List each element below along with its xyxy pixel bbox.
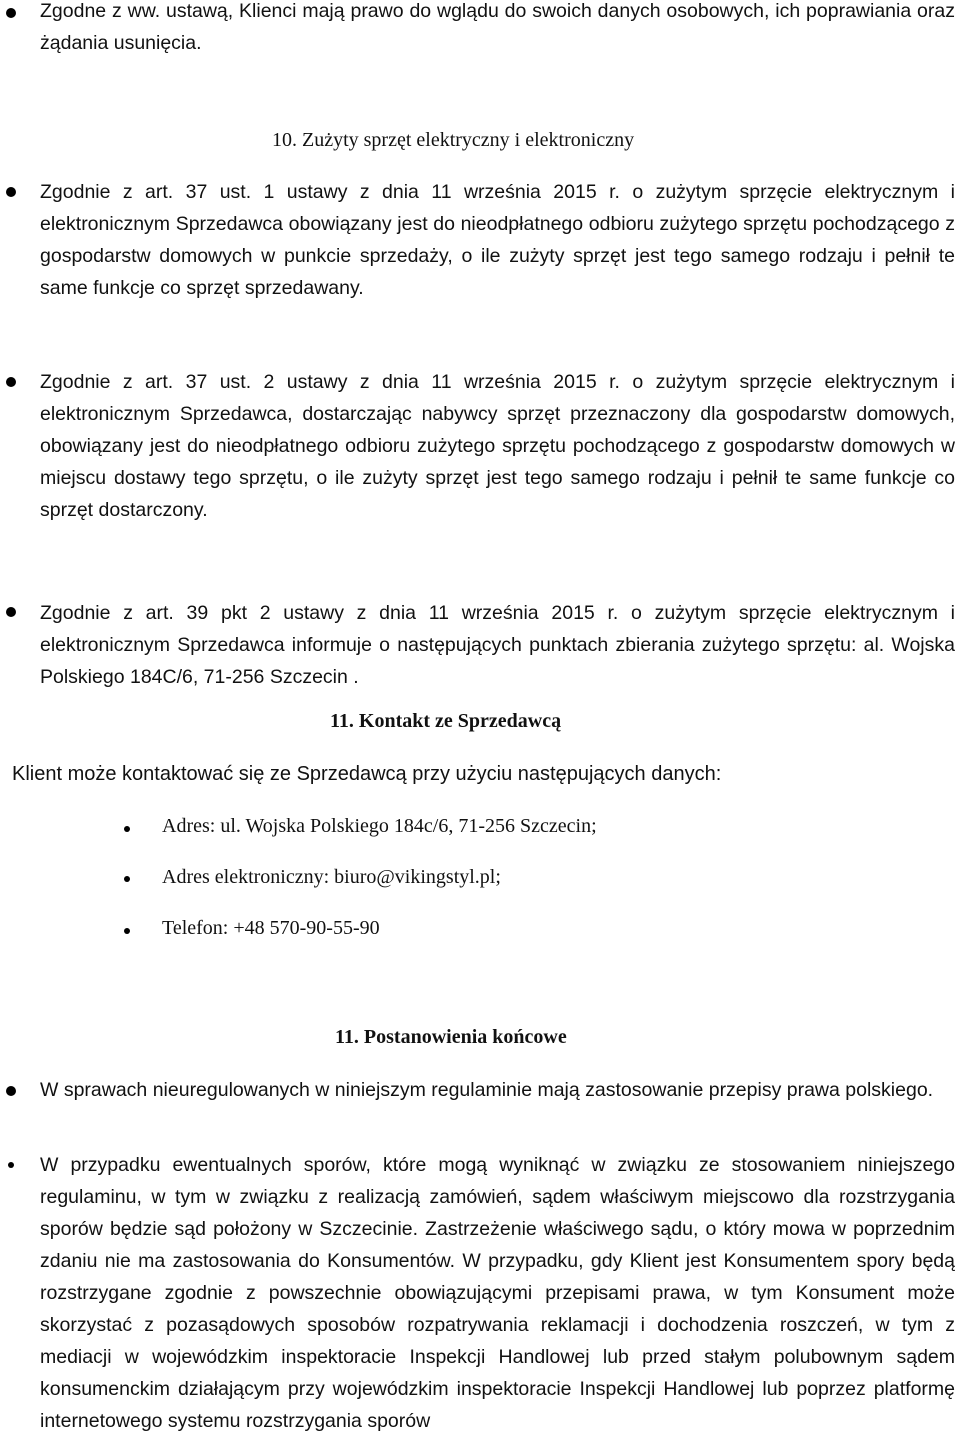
intro-paragraph: Zgodne z ww. ustawą, Klienci mają prawo do wglądu do swoich danych osobowych, ich poprawiania oraz żądania usunięcia.	[40, 0, 955, 54]
bullet-icon	[6, 607, 16, 617]
section-11-contact-heading	[330, 710, 561, 733]
section-11-final-heading	[335, 1026, 567, 1049]
bullet-icon	[8, 1162, 14, 1168]
contact-email: Adres elektroniczny: biuro@vikingstyl.pl;	[162, 866, 501, 888]
section-10-paragraph-1: Zgodnie z art. 37 ust. 1 ustawy z dnia 11 września 2015 r. o zużytym sprzęcie elektrycznym i elektronicznym Sprzedawca obowiązany jest do nieodpłatnego odbioru zużytego sprzętu pochodzącego z gospodarstw domowych w punkcie sprzedaży, o ile zużyty sprzęt jest tego samego rodzaju i pełnił te same funkcje co sprzęt sprzedawany.	[40, 181, 955, 299]
bullet-icon	[6, 1086, 16, 1096]
bullet-icon	[6, 187, 16, 197]
contact-intro: Klient może kontaktować się ze Sprzedawcą przy użyciu następujących danych:	[12, 763, 722, 785]
contact-phone: Telefon: +48 570-90-55-90	[162, 917, 380, 939]
section-10-title: Zużyty sprzęt elektryczny i elektroniczny	[302, 129, 635, 151]
bullet-icon	[124, 826, 130, 832]
section-11-final-number: 11.	[335, 1026, 359, 1048]
bullet-icon	[6, 8, 16, 18]
section-10-number: 10.	[272, 129, 297, 151]
section-11-contact-number: 11.	[330, 710, 354, 732]
section-10-paragraph-3: Zgodnie z art. 39 pkt 2 ustawy z dnia 11 września 2015 r. o zużytym sprzęcie elektrycznym i elektronicznym Sprzedawca informuje o następujących punktach zbierania zużytego sprzętu: al. Wojska Polskiego 184C/6, 71-256 Szczecin .	[40, 602, 955, 688]
bullet-icon	[124, 876, 130, 882]
section-10-paragraph-2: Zgodnie z art. 37 ust. 2 ustawy z dnia 11 września 2015 r. o zużytym sprzęcie elektrycznym i elektronicznym Sprzedawca, dostarczając nabywcy sprzęt przeznaczony dla gospodarstw domowych, obowiązany jest do nieodpłatnego odbioru zużytego sprzętu pochodzącego z gospodarstw domowych w miejscu dostawy tego sprzętu, o ile zużyty sprzęt jest tego samego rodzaju i pełnił te same funkcje co sprzęt dostarczony.	[40, 371, 955, 521]
section-11-final-title: Postanowienia końcowe	[363, 1026, 567, 1048]
contact-address: Adres: ul. Wojska Polskiego 184c/6, 71-256 Szczecin;	[162, 815, 597, 837]
final-paragraph-1: W sprawach nieuregulowanych w niniejszym regulaminie mają zastosowanie przepisy prawa polskiego.	[40, 1079, 934, 1101]
final-paragraph-2: W przypadku ewentualnych sporów, które mogą wyniknąć w związku ze stosowaniem niniejszego regulaminu, w tym w związku z realizacją zamówień, sądem właściwym miejscowo dla rozstrzygania sporów będzie sąd położony w Szczecinie. Zastrzeżenie właściwego sądu, o który mowa w poprzednim zdaniu nie ma zastosowania do Konsumentów. W przypadku, gdy Klient jest Konsumentem spory będą rozstrzygane zgodnie z powszechnie obowiązującymi przepisami prawa, w tym Konsument może skorzystać z pozasądowych sposobów rozpatrywania reklamacji i dochodzenia roszczeń, w tym z mediacji w wojewódzkim inspektoracie Inspekcji Handlowej lub przed stałym polubownym sądem konsumenckim działającym przy wojewódzkim inspektoracie Inspekcji Handlowej lub poprzez platformę internetowego systemu rozstrzygania sporów	[40, 1154, 955, 1432]
bullet-icon	[124, 928, 130, 934]
section-10-heading	[272, 129, 634, 152]
section-11-contact-title: Kontakt ze Sprzedawcą	[358, 710, 562, 732]
bullet-icon	[6, 377, 16, 387]
